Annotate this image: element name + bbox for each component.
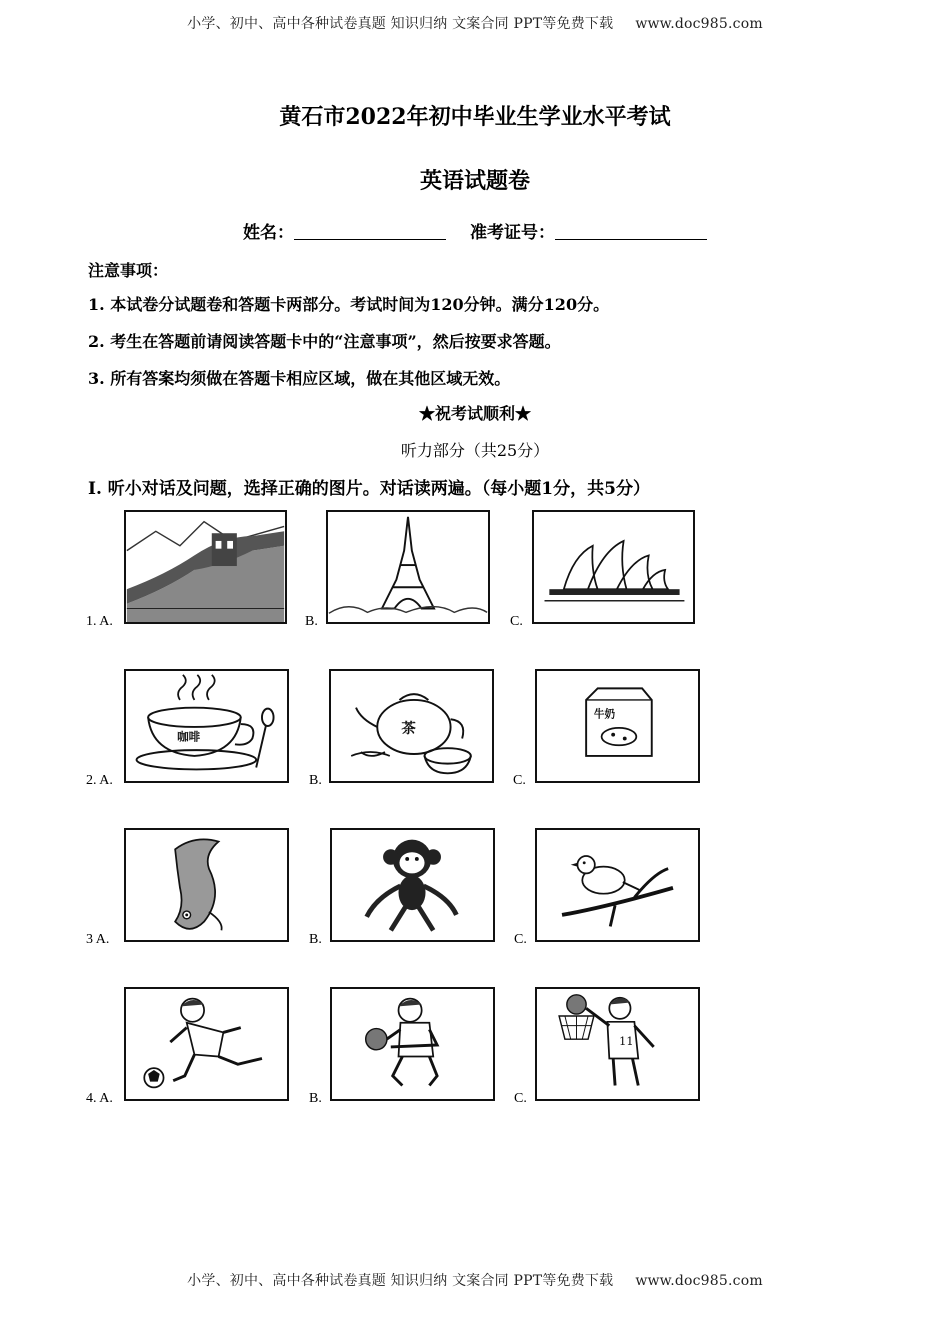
- option-label-b: B.: [305, 614, 318, 629]
- option-c-picture-sydney-opera-house[interactable]: [532, 510, 695, 624]
- section-1-instructions: Ⅰ. 听小对话及问题，选择正确的图片。对话读两遍。（每小题1分，共5分）: [88, 479, 650, 499]
- notes-header: 注意事项：: [88, 261, 169, 280]
- option-c-picture-bird[interactable]: [535, 828, 700, 942]
- candidate-info-line: [0, 218, 950, 243]
- volleyball-player-icon: [332, 989, 493, 1099]
- teapot-icon: [331, 671, 492, 781]
- question-number: 3 A.: [86, 932, 110, 947]
- note-item: 1. 本试卷分试题卷和答题卡两部分。考试时间为120分钟。满分120分。: [88, 295, 610, 314]
- coffee-cup-icon: [126, 671, 287, 781]
- option-a-picture-soccer[interactable]: [124, 987, 289, 1101]
- name-field[interactable]: [294, 222, 446, 240]
- note-item: 3. 所有答案均须做在答题卡相应区域，做在其他区域无效。: [88, 369, 511, 388]
- question-row-3: [0, 826, 950, 956]
- soccer-player-icon: [126, 989, 287, 1099]
- question-number: 1. A.: [86, 614, 113, 629]
- question-row-4: [0, 985, 950, 1115]
- eiffel-tower-icon: [328, 512, 488, 622]
- footer-watermark: [0, 1270, 950, 1290]
- exam-subtitle: 英语试题卷: [419, 168, 530, 194]
- option-c-picture-basketball[interactable]: [535, 987, 700, 1101]
- option-b-picture-volleyball[interactable]: [330, 987, 495, 1101]
- monkey-icon: [332, 830, 493, 940]
- option-label-c: C.: [514, 1091, 527, 1106]
- listening-section-header: 听力部分（共25分）: [400, 441, 550, 460]
- good-luck-line: ★祝考试顺利★: [418, 404, 531, 423]
- question-row-1: [0, 508, 950, 638]
- great-wall-icon: [126, 512, 285, 622]
- option-label-c: C.: [510, 614, 523, 629]
- option-b-picture-tea[interactable]: [329, 669, 494, 783]
- watermark-site-link[interactable]: www.doc985.com: [635, 16, 763, 32]
- milk-carton-icon: [537, 671, 698, 781]
- header-watermark: [0, 13, 950, 33]
- watermark-site-link[interactable]: www.doc985.com: [635, 1273, 763, 1289]
- option-label-c: C.: [514, 932, 527, 947]
- option-label-b: B.: [309, 932, 322, 947]
- basketball-player-icon: [537, 989, 698, 1099]
- name-label: 姓名：: [243, 223, 295, 243]
- svg-text:牛奶: 牛奶: [593, 707, 616, 721]
- id-field[interactable]: [555, 222, 707, 240]
- exam-title: 黄石市2022年初中毕业生学业水平考试: [279, 104, 671, 130]
- option-label-b: B.: [309, 773, 322, 788]
- option-b-picture-eiffel-tower[interactable]: [326, 510, 490, 624]
- option-label-c: C.: [513, 773, 526, 788]
- watermark-text: 小学、初中、高中各种试卷真题 知识归纳 文案合同 PPT等免费下载: [187, 1273, 614, 1289]
- svg-text:11: 11: [618, 1033, 634, 1048]
- option-b-picture-monkey[interactable]: [330, 828, 495, 942]
- watermark-text: 小学、初中、高中各种试卷真题 知识归纳 文案合同 PPT等免费下载: [187, 16, 614, 32]
- option-a-picture-great-wall[interactable]: [124, 510, 287, 624]
- svg-text:咖啡: 咖啡: [177, 729, 201, 744]
- fish-icon: [126, 830, 287, 940]
- note-item: 2. 考生在答题前请阅读答题卡中的“注意事项”，然后按要求答题。: [88, 332, 561, 351]
- option-c-picture-milk[interactable]: [535, 669, 700, 783]
- id-label: 准考证号：: [469, 223, 555, 243]
- option-a-picture-coffee[interactable]: [124, 669, 289, 783]
- sydney-opera-house-icon: [534, 512, 693, 622]
- bird-icon: [537, 830, 698, 940]
- question-row-2: [0, 667, 950, 797]
- option-a-picture-fish[interactable]: [124, 828, 289, 942]
- option-label-b: B.: [309, 1091, 322, 1106]
- question-number: 2. A.: [86, 773, 113, 788]
- svg-text:茶: 茶: [401, 719, 416, 737]
- question-number: 4. A.: [86, 1091, 113, 1106]
